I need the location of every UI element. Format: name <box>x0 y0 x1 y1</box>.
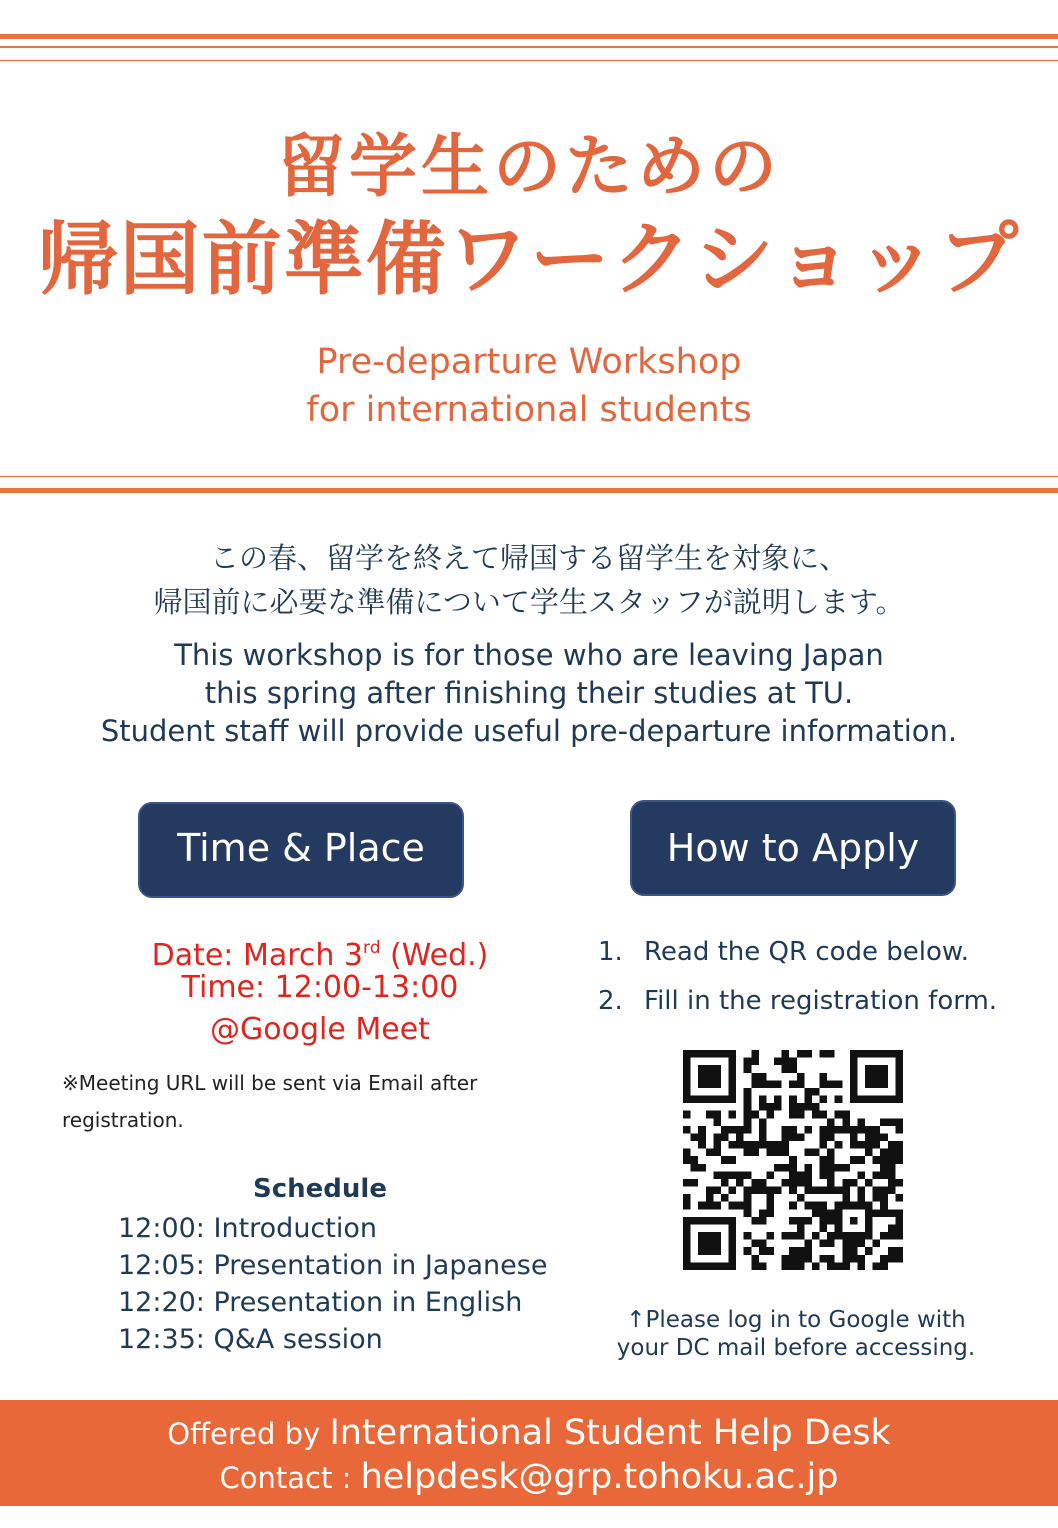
event-date-prefix: Date: March 3 <box>151 938 364 973</box>
intro-english-line2: this spring after finishing their studies at TU. <box>204 676 854 710</box>
top-rule-thick <box>0 34 1058 39</box>
qr-login-note-line1: ↑Please log in to Google with <box>626 1307 966 1333</box>
qr-login-note-line2: your DC mail before accessing. <box>616 1335 976 1361</box>
footer-banner <box>0 1400 1058 1506</box>
title-english-line2: for international students <box>306 390 752 430</box>
footer-organization: International Student Help Desk <box>329 1413 891 1453</box>
divider-rule-hair <box>0 476 1058 477</box>
meeting-url-note-line2: registration. <box>62 1108 184 1132</box>
schedule-title: Schedule <box>253 1174 387 1204</box>
apply-step-number: 2. <box>598 986 623 1016</box>
meeting-url-note-line1: ※Meeting URL will be sent via Email after <box>62 1071 478 1095</box>
intro-english-line1: This workshop is for those who are leaving Japan <box>174 638 884 672</box>
footer-contact <box>0 1456 1058 1504</box>
event-place: @Google Meet <box>210 1012 430 1047</box>
apply-step <box>598 979 1048 1028</box>
top-rule-hair <box>0 60 1058 61</box>
how-to-apply-heading: How to Apply <box>630 800 956 896</box>
apply-step <box>598 930 1048 979</box>
top-rule-thin <box>0 46 1058 48</box>
apply-steps-list <box>598 930 1048 1028</box>
schedule-list <box>118 1210 578 1358</box>
schedule-item: 12:05: Presentation in Japanese <box>118 1250 548 1281</box>
footer-contact-prefix: Contact : <box>219 1461 361 1495</box>
intro-english-line3: Student staff will provide useful pre-departure information. <box>100 714 958 748</box>
divider-rule-thick <box>0 488 1058 493</box>
event-time: Time: 12:00-13:00 <box>181 970 459 1005</box>
title-english-line1: Pre-departure Workshop <box>316 342 742 382</box>
footer-offered-by <box>0 1412 1058 1460</box>
time-place-heading: Time & Place <box>138 802 464 898</box>
apply-step-text: Fill in the registration form. <box>644 986 998 1016</box>
title-japanese-line2: 帰国前準備ワークショップ <box>37 213 1021 306</box>
footer-offered-prefix: Offered by <box>167 1417 330 1451</box>
qr-login-note <box>596 1306 996 1362</box>
title-japanese-line1: 留学生のための <box>276 128 781 207</box>
event-date-ordinal: rd <box>363 938 381 958</box>
registration-qr-code[interactable] <box>683 1050 903 1270</box>
schedule-item: 12:00: Introduction <box>118 1213 377 1244</box>
intro-japanese-line2: 帰国前に必要な準備について学生スタッフが説明します。 <box>153 585 905 619</box>
intro-japanese-line1: この春、留学を終えて帰国する留学生を対象に、 <box>209 541 848 575</box>
apply-step-number: 1. <box>598 937 623 967</box>
footer-contact-email[interactable]: helpdesk@grp.tohoku.ac.jp <box>360 1457 839 1497</box>
apply-step-text: Read the QR code below. <box>644 937 970 967</box>
event-date-suffix: (Wed.) <box>380 938 489 973</box>
schedule-item: 12:20: Presentation in English <box>118 1287 523 1318</box>
schedule-item: 12:35: Q&A session <box>118 1324 383 1355</box>
